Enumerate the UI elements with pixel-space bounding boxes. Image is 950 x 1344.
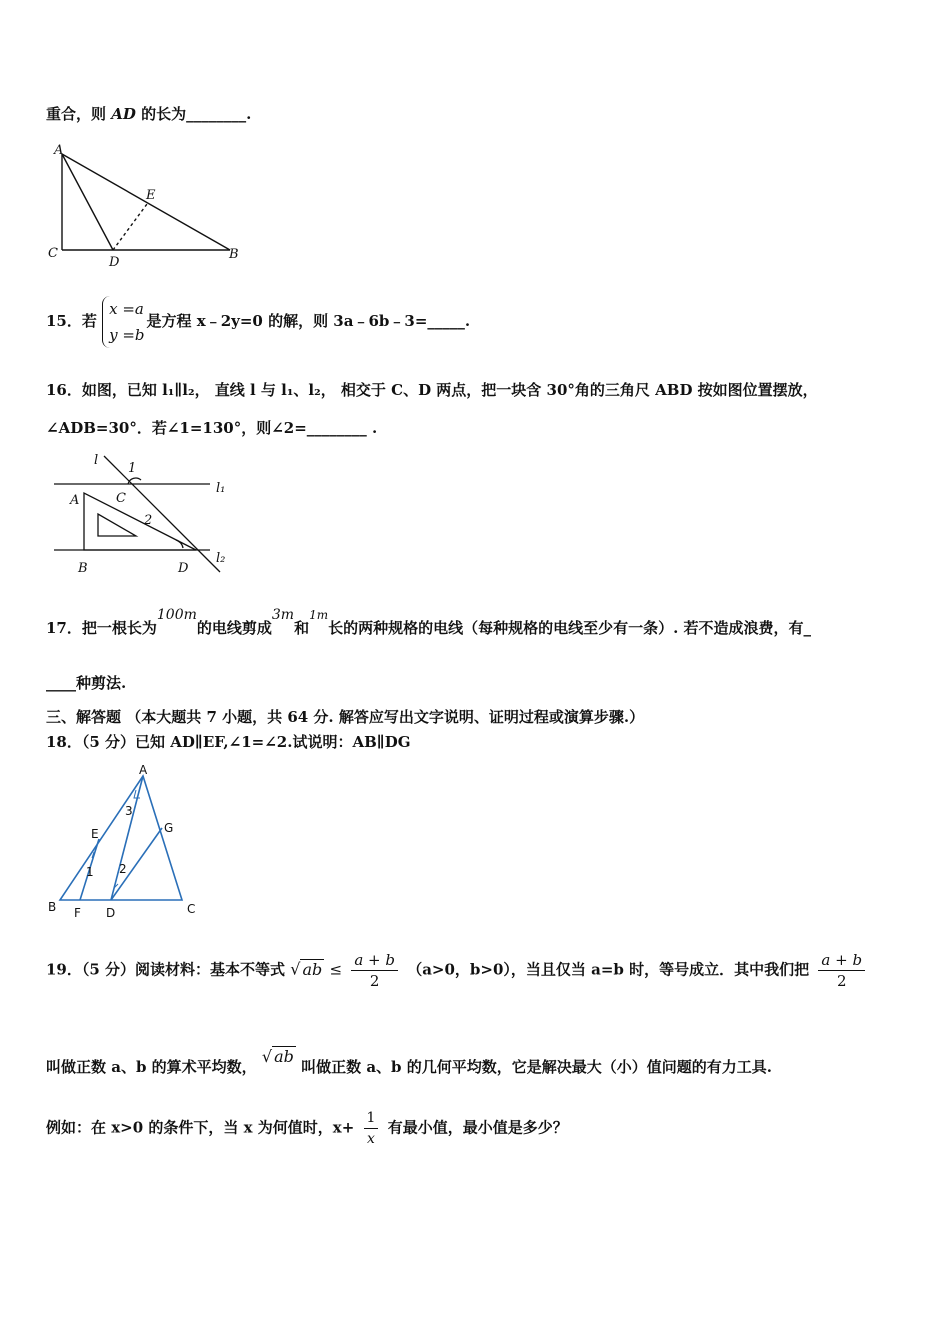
segment-de-dashed: [113, 204, 147, 250]
q19-sqrt-radicand-2: ab: [274, 1047, 294, 1066]
triangle-inner: [98, 514, 136, 536]
section-3-title: 三、解答题 （本大题共 7 小题，共 64 分. 解答应写出文字说明、证明过程或演算步骤.）: [46, 708, 645, 726]
q17-part-a: 17．把一根长为: [46, 619, 157, 637]
q19-line3-part-a: 例如：在 x>0 的条件下，当 x 为何值时，x+: [46, 1118, 355, 1137]
label-b: B: [48, 900, 57, 914]
q15-body: 是方程 x﹣2y=0 的解，则 3a﹣6b﹣3=_____.: [146, 312, 471, 330]
q17-length-100m: 100m: [156, 607, 197, 623]
q17-part-d: 长的两种规格的电线（每种规格的电线至少有一条）. 若不造成浪费，有_: [328, 619, 812, 637]
q16-line2: ∠ADB=30°．若∠1=130°，则∠2=________ .: [46, 419, 378, 437]
q19-fraction2-denominator: x: [367, 1131, 375, 1147]
q19-line1: [46, 950, 869, 991]
angle-1-arc: [128, 478, 141, 484]
q19-part-a: 19．（5 分）阅读材料：基本不等式: [46, 960, 286, 979]
label-d: D: [178, 561, 189, 576]
q15-system: [102, 296, 144, 348]
angle-2-arc: [176, 540, 183, 548]
q19-sqrt-ab: √ ab: [290, 959, 323, 979]
label-d: D: [109, 255, 120, 270]
q17-line2: ____种剪法.: [46, 674, 127, 692]
label-angle-2: 2: [144, 513, 153, 528]
label-e: E: [146, 188, 156, 203]
q19-fraction-repeat-denominator: 2: [836, 972, 847, 990]
q19-fraction-repeat-numerator: a + b: [818, 950, 865, 971]
label-angle-3: 3: [125, 804, 133, 818]
line-l: [104, 456, 220, 572]
segment-ad: [111, 776, 143, 900]
q19-line2-part-a: 叫做正数 a、b 的算术平均数，: [46, 1058, 257, 1076]
label-c: C: [48, 246, 58, 261]
triangle-abc: [60, 776, 182, 900]
q17-part-c: 和: [294, 619, 310, 637]
label-angle-1: 1: [128, 461, 137, 476]
q17-length-3m: 3m: [271, 607, 295, 623]
q18-text: 18．（5 分）已知 AD∥EF,∠1=∠2.试说明：AB∥DG: [46, 733, 411, 751]
q16-line1: 16．如图，已知 l₁∥l₂， 直线 l 与 l₁、l₂， 相交于 C、D 两点，把一块含 30°角的三角尺 ABD 按如图位置摆放，: [46, 381, 818, 399]
q19-fraction-denominator: 2: [369, 972, 380, 990]
figure-16-parallel-lines: [48, 450, 248, 578]
label-d: D: [106, 906, 116, 920]
q14-var: AD: [111, 105, 136, 123]
label-a: A: [139, 763, 148, 777]
q19-leq: ≤: [329, 960, 343, 979]
label-a: A: [54, 143, 64, 158]
q15-text: [46, 296, 470, 348]
label-c: C: [187, 902, 196, 916]
q19-line2-part-b: 叫做正数 a、b 的几何平均数，它是解决最大（小）值问题的有力工具.: [301, 1058, 772, 1076]
q14-prefix: 重合，则: [46, 105, 112, 123]
label-e: E: [91, 827, 99, 841]
label-l: l: [94, 453, 99, 468]
label-angle-2: 2: [119, 862, 127, 876]
q15-system-line1: x =a: [109, 300, 144, 318]
label-a: A: [70, 493, 80, 508]
q19-sqrt-ab-2: √ ab: [261, 1047, 294, 1066]
q15-system-line2: y =b: [109, 326, 145, 344]
q14-suffix: 的长为________.: [135, 105, 252, 123]
q19-line2: [46, 1047, 772, 1077]
label-l1: l₁: [216, 481, 226, 496]
q19-fraction-repeat: [818, 950, 865, 991]
q19-fraction-numerator: a + b: [351, 950, 398, 971]
label-f: F: [74, 906, 81, 920]
figure-14-triangle: [40, 140, 250, 270]
label-l2: l₂: [216, 551, 226, 566]
q19-fraction2-numerator: 1: [364, 1108, 379, 1129]
q19-line3: [46, 1108, 568, 1149]
q19-sqrt-radicand: ab: [302, 959, 323, 979]
label-c: C: [116, 491, 126, 506]
figure-18-triangle: [44, 760, 214, 925]
q17-length-1m: 1m: [309, 608, 329, 622]
q17-line1: [46, 607, 811, 638]
label-angle-1: 1: [86, 865, 94, 879]
q19-fraction-1-over-x: [364, 1108, 379, 1149]
q19-part-b: （a>0，b>0），当且仅当 a=b 时，等号成立．其中我们把: [407, 960, 810, 979]
q17-part-b: 的电线剪成: [196, 619, 272, 637]
q19-fraction: [351, 950, 398, 991]
label-b: B: [78, 561, 88, 576]
label-b: B: [229, 247, 239, 262]
q14-text: [46, 103, 251, 124]
q19-line3-part-b: 有最小值，最小值是多少？: [387, 1118, 568, 1137]
label-g: G: [164, 821, 174, 835]
q15-number: 15．若: [46, 312, 97, 330]
